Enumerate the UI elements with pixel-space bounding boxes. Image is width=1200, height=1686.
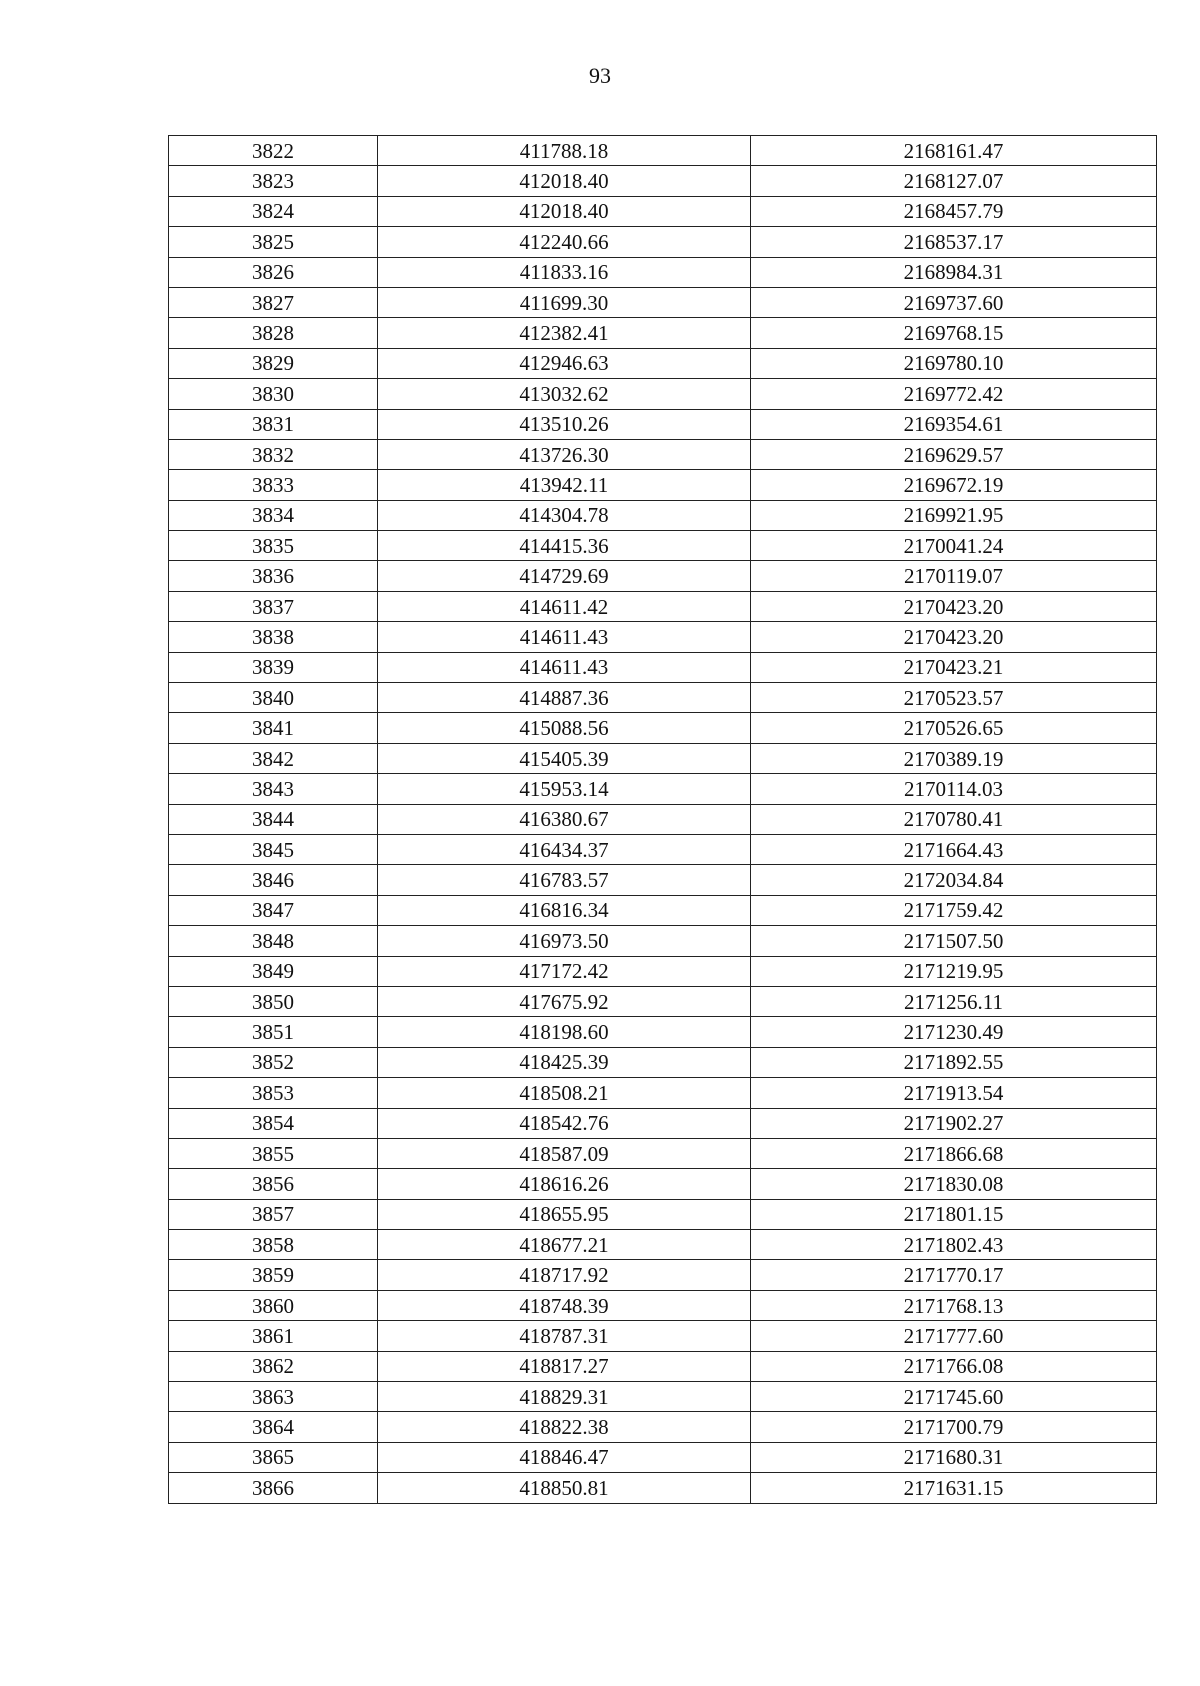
y-coordinate-cell: 2170041.24 xyxy=(751,531,1157,561)
y-coordinate-cell: 2171866.68 xyxy=(751,1138,1157,1168)
x-coordinate-cell: 414887.36 xyxy=(378,683,751,713)
y-coordinate-cell: 2171802.43 xyxy=(751,1230,1157,1260)
x-coordinate-cell: 418717.92 xyxy=(378,1260,751,1290)
y-coordinate-cell: 2169772.42 xyxy=(751,379,1157,409)
x-coordinate-cell: 418748.39 xyxy=(378,1290,751,1320)
table-row xyxy=(169,804,1157,834)
y-coordinate-cell: 2169768.15 xyxy=(751,318,1157,348)
y-coordinate-cell: 2169354.61 xyxy=(751,409,1157,439)
x-coordinate-cell: 415088.56 xyxy=(378,713,751,743)
point-id-cell: 3851 xyxy=(169,1017,378,1047)
point-id-cell: 3845 xyxy=(169,834,378,864)
page-number: 93 xyxy=(589,63,611,88)
x-coordinate-cell: 418655.95 xyxy=(378,1199,751,1229)
point-id-cell: 3840 xyxy=(169,683,378,713)
x-coordinate-cell: 412382.41 xyxy=(378,318,751,348)
table-row xyxy=(169,1321,1157,1351)
table-row xyxy=(169,895,1157,925)
point-id-cell: 3862 xyxy=(169,1351,378,1381)
table-row xyxy=(169,1290,1157,1320)
coordinate-table-body xyxy=(169,136,1157,1504)
y-coordinate-cell: 2171759.42 xyxy=(751,895,1157,925)
y-coordinate-cell: 2171700.79 xyxy=(751,1412,1157,1442)
y-coordinate-cell: 2170119.07 xyxy=(751,561,1157,591)
point-id-cell: 3864 xyxy=(169,1412,378,1442)
x-coordinate-cell: 418542.76 xyxy=(378,1108,751,1138)
table-row xyxy=(169,1169,1157,1199)
x-coordinate-cell: 418616.26 xyxy=(378,1169,751,1199)
y-coordinate-cell: 2171256.11 xyxy=(751,986,1157,1016)
x-coordinate-cell: 418822.38 xyxy=(378,1412,751,1442)
point-id-cell: 3826 xyxy=(169,257,378,287)
y-coordinate-cell: 2171770.17 xyxy=(751,1260,1157,1290)
x-coordinate-cell: 417675.92 xyxy=(378,986,751,1016)
table-row xyxy=(169,166,1157,196)
point-id-cell: 3863 xyxy=(169,1382,378,1412)
y-coordinate-cell: 2170389.19 xyxy=(751,743,1157,773)
x-coordinate-cell: 412240.66 xyxy=(378,227,751,257)
table-row xyxy=(169,561,1157,591)
table-row xyxy=(169,743,1157,773)
point-id-cell: 3843 xyxy=(169,774,378,804)
y-coordinate-cell: 2171830.08 xyxy=(751,1169,1157,1199)
table-row xyxy=(169,1017,1157,1047)
x-coordinate-cell: 418846.47 xyxy=(378,1442,751,1472)
table-row xyxy=(169,348,1157,378)
point-id-cell: 3853 xyxy=(169,1078,378,1108)
x-coordinate-cell: 411699.30 xyxy=(378,287,751,317)
y-coordinate-cell: 2171801.15 xyxy=(751,1199,1157,1229)
table-row xyxy=(169,986,1157,1016)
x-coordinate-cell: 414304.78 xyxy=(378,500,751,530)
point-id-cell: 3848 xyxy=(169,926,378,956)
point-id-cell: 3861 xyxy=(169,1321,378,1351)
table-row xyxy=(169,1260,1157,1290)
table-row xyxy=(169,1047,1157,1077)
point-id-cell: 3866 xyxy=(169,1473,378,1503)
point-id-cell: 3849 xyxy=(169,956,378,986)
point-id-cell: 3855 xyxy=(169,1138,378,1168)
x-coordinate-cell: 413032.62 xyxy=(378,379,751,409)
point-id-cell: 3832 xyxy=(169,439,378,469)
table-row xyxy=(169,652,1157,682)
y-coordinate-cell: 2169672.19 xyxy=(751,470,1157,500)
point-id-cell: 3856 xyxy=(169,1169,378,1199)
point-id-cell: 3860 xyxy=(169,1290,378,1320)
table-row xyxy=(169,470,1157,500)
table-row xyxy=(169,1230,1157,1260)
x-coordinate-cell: 415953.14 xyxy=(378,774,751,804)
point-id-cell: 3830 xyxy=(169,379,378,409)
table-row xyxy=(169,683,1157,713)
y-coordinate-cell: 2171913.54 xyxy=(751,1078,1157,1108)
table-row xyxy=(169,713,1157,743)
x-coordinate-cell: 413942.11 xyxy=(378,470,751,500)
y-coordinate-cell: 2168127.07 xyxy=(751,166,1157,196)
y-coordinate-cell: 2171768.13 xyxy=(751,1290,1157,1320)
x-coordinate-cell: 414415.36 xyxy=(378,531,751,561)
point-id-cell: 3857 xyxy=(169,1199,378,1229)
x-coordinate-cell: 418425.39 xyxy=(378,1047,751,1077)
point-id-cell: 3839 xyxy=(169,652,378,682)
y-coordinate-cell: 2172034.84 xyxy=(751,865,1157,895)
table-row xyxy=(169,591,1157,621)
table-row xyxy=(169,926,1157,956)
table-row xyxy=(169,136,1157,166)
x-coordinate-cell: 418817.27 xyxy=(378,1351,751,1381)
y-coordinate-cell: 2171745.60 xyxy=(751,1382,1157,1412)
point-id-cell: 3865 xyxy=(169,1442,378,1472)
y-coordinate-cell: 2169629.57 xyxy=(751,439,1157,469)
table-row xyxy=(169,318,1157,348)
y-coordinate-cell: 2170780.41 xyxy=(751,804,1157,834)
table-row xyxy=(169,622,1157,652)
y-coordinate-cell: 2171680.31 xyxy=(751,1442,1157,1472)
x-coordinate-cell: 418677.21 xyxy=(378,1230,751,1260)
y-coordinate-cell: 2171507.50 xyxy=(751,926,1157,956)
y-coordinate-cell: 2171902.27 xyxy=(751,1108,1157,1138)
x-coordinate-cell: 412018.40 xyxy=(378,196,751,226)
point-id-cell: 3838 xyxy=(169,622,378,652)
point-id-cell: 3828 xyxy=(169,318,378,348)
table-row xyxy=(169,531,1157,561)
coordinate-table xyxy=(168,135,1157,1504)
x-coordinate-cell: 418850.81 xyxy=(378,1473,751,1503)
table-row xyxy=(169,500,1157,530)
x-coordinate-cell: 414611.43 xyxy=(378,622,751,652)
y-coordinate-cell: 2168457.79 xyxy=(751,196,1157,226)
y-coordinate-cell: 2171230.49 xyxy=(751,1017,1157,1047)
x-coordinate-cell: 416783.57 xyxy=(378,865,751,895)
point-id-cell: 3836 xyxy=(169,561,378,591)
table-row xyxy=(169,1199,1157,1229)
x-coordinate-cell: 413726.30 xyxy=(378,439,751,469)
point-id-cell: 3822 xyxy=(169,136,378,166)
y-coordinate-cell: 2169737.60 xyxy=(751,287,1157,317)
x-coordinate-cell: 418787.31 xyxy=(378,1321,751,1351)
table-row xyxy=(169,1412,1157,1442)
table-row xyxy=(169,196,1157,226)
table-row xyxy=(169,1382,1157,1412)
point-id-cell: 3827 xyxy=(169,287,378,317)
point-id-cell: 3831 xyxy=(169,409,378,439)
y-coordinate-cell: 2169780.10 xyxy=(751,348,1157,378)
x-coordinate-cell: 414611.43 xyxy=(378,652,751,682)
x-coordinate-cell: 416434.37 xyxy=(378,834,751,864)
x-coordinate-cell: 411788.18 xyxy=(378,136,751,166)
table-row xyxy=(169,1108,1157,1138)
point-id-cell: 3833 xyxy=(169,470,378,500)
table-row xyxy=(169,1442,1157,1472)
y-coordinate-cell: 2170523.57 xyxy=(751,683,1157,713)
point-id-cell: 3850 xyxy=(169,986,378,1016)
point-id-cell: 3859 xyxy=(169,1260,378,1290)
x-coordinate-cell: 411833.16 xyxy=(378,257,751,287)
table-row xyxy=(169,1078,1157,1108)
y-coordinate-cell: 2170526.65 xyxy=(751,713,1157,743)
table-row xyxy=(169,439,1157,469)
x-coordinate-cell: 413510.26 xyxy=(378,409,751,439)
y-coordinate-cell: 2171631.15 xyxy=(751,1473,1157,1503)
y-coordinate-cell: 2170423.21 xyxy=(751,652,1157,682)
x-coordinate-cell: 417172.42 xyxy=(378,956,751,986)
table-row xyxy=(169,1138,1157,1168)
point-id-cell: 3852 xyxy=(169,1047,378,1077)
y-coordinate-cell: 2168984.31 xyxy=(751,257,1157,287)
y-coordinate-cell: 2170114.03 xyxy=(751,774,1157,804)
point-id-cell: 3841 xyxy=(169,713,378,743)
table-row xyxy=(169,287,1157,317)
point-id-cell: 3835 xyxy=(169,531,378,561)
point-id-cell: 3842 xyxy=(169,743,378,773)
y-coordinate-cell: 2171892.55 xyxy=(751,1047,1157,1077)
y-coordinate-cell: 2171664.43 xyxy=(751,834,1157,864)
y-coordinate-cell: 2171777.60 xyxy=(751,1321,1157,1351)
y-coordinate-cell: 2168161.47 xyxy=(751,136,1157,166)
x-coordinate-cell: 418198.60 xyxy=(378,1017,751,1047)
x-coordinate-cell: 414729.69 xyxy=(378,561,751,591)
point-id-cell: 3823 xyxy=(169,166,378,196)
table-row xyxy=(169,956,1157,986)
point-id-cell: 3829 xyxy=(169,348,378,378)
table-row xyxy=(169,227,1157,257)
point-id-cell: 3824 xyxy=(169,196,378,226)
table-row xyxy=(169,379,1157,409)
table-row xyxy=(169,409,1157,439)
y-coordinate-cell: 2168537.17 xyxy=(751,227,1157,257)
x-coordinate-cell: 416380.67 xyxy=(378,804,751,834)
table-row xyxy=(169,1351,1157,1381)
table-row xyxy=(169,1473,1157,1503)
point-id-cell: 3844 xyxy=(169,804,378,834)
y-coordinate-cell: 2171766.08 xyxy=(751,1351,1157,1381)
table-row xyxy=(169,865,1157,895)
y-coordinate-cell: 2170423.20 xyxy=(751,591,1157,621)
x-coordinate-cell: 418829.31 xyxy=(378,1382,751,1412)
x-coordinate-cell: 412018.40 xyxy=(378,166,751,196)
y-coordinate-cell: 2170423.20 xyxy=(751,622,1157,652)
x-coordinate-cell: 418508.21 xyxy=(378,1078,751,1108)
x-coordinate-cell: 416816.34 xyxy=(378,895,751,925)
point-id-cell: 3854 xyxy=(169,1108,378,1138)
x-coordinate-cell: 414611.42 xyxy=(378,591,751,621)
point-id-cell: 3825 xyxy=(169,227,378,257)
table-row xyxy=(169,257,1157,287)
y-coordinate-cell: 2171219.95 xyxy=(751,956,1157,986)
point-id-cell: 3834 xyxy=(169,500,378,530)
x-coordinate-cell: 418587.09 xyxy=(378,1138,751,1168)
point-id-cell: 3837 xyxy=(169,591,378,621)
x-coordinate-cell: 412946.63 xyxy=(378,348,751,378)
x-coordinate-cell: 416973.50 xyxy=(378,926,751,956)
x-coordinate-cell: 415405.39 xyxy=(378,743,751,773)
table-row xyxy=(169,774,1157,804)
table-row xyxy=(169,834,1157,864)
point-id-cell: 3858 xyxy=(169,1230,378,1260)
point-id-cell: 3847 xyxy=(169,895,378,925)
y-coordinate-cell: 2169921.95 xyxy=(751,500,1157,530)
point-id-cell: 3846 xyxy=(169,865,378,895)
